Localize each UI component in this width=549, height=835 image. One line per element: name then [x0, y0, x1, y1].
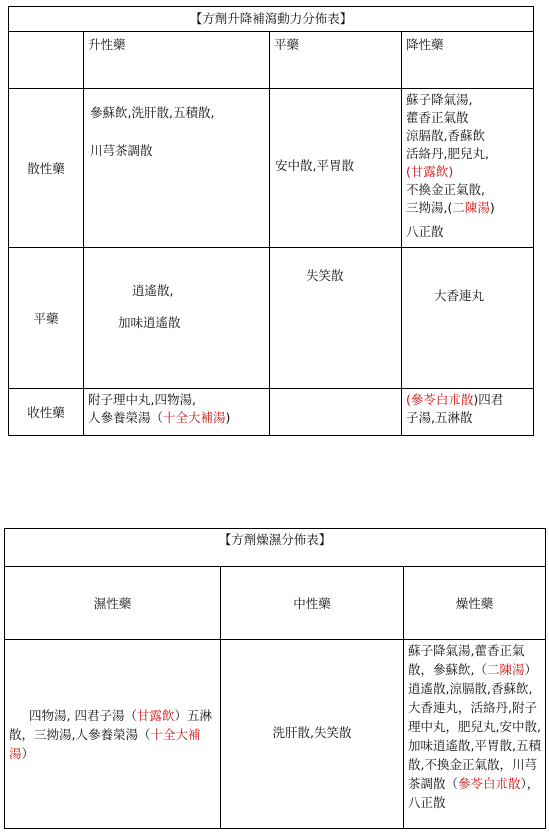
cell-text-line: [406, 391, 533, 409]
table1-header-cell: [84, 32, 270, 89]
table2-title: 【方劑燥濕分佈表】: [5, 529, 546, 567]
cell-text-red: 參苓白朮散: [458, 776, 521, 791]
cell-text: 人參養榮湯（: [88, 410, 164, 425]
cell-zao: [404, 640, 546, 829]
cell-text: ），八正散: [408, 776, 540, 810]
cell-text-red: 甘露飲: [136, 707, 175, 723]
row-label-san: 散性藥: [9, 89, 84, 248]
cell-text-red: (甘露飲): [406, 164, 454, 179]
cell-shou-jiang: [402, 389, 534, 436]
cell-text: ）逍遙散,涼膈散,香蘇飲,大香連丸，活絡丹,附子理中丸，肥兒丸,安中散,加味逍遙散,平胃散,五積散,不換金正氣散，川芎茶調散（: [408, 662, 541, 791]
cell-text-red: 二陳湯: [452, 200, 490, 215]
cell-text-line: [88, 409, 269, 427]
cell-text-red: (參苓白朮散: [406, 392, 474, 407]
row-label-ping: 平藥: [9, 248, 84, 389]
header-shi: 濕性藥: [5, 567, 221, 640]
cell-text: 參蘇飲,洗肝散,五積散,: [90, 105, 215, 120]
cell-text: 川芎茶調散: [90, 143, 153, 158]
cell-text: )四君: [473, 392, 504, 407]
zaoshi-table: [4, 528, 546, 829]
cell-text-red: 十全大補湯: [9, 726, 201, 761]
cell-text: 子湯,五淋散: [406, 410, 473, 425]
cell-shi: [5, 640, 221, 829]
header-ping: 平藥: [274, 37, 300, 52]
cell-text: 八正散: [406, 224, 444, 239]
cell-shou-sheng: [84, 389, 270, 436]
cell-text: ）五淋散，三拗湯,人參養榮湯（: [9, 707, 212, 742]
cell-text-line: [406, 199, 533, 217]
cell-shou-ping: [270, 389, 402, 436]
cell-san-sheng: [84, 89, 270, 248]
cell-text: 三拗湯,(: [406, 200, 453, 215]
cell-text: 失笑散: [306, 268, 344, 283]
cell-text: ): [489, 200, 495, 215]
header-sheng: 升性藥: [88, 37, 126, 52]
cell-ping-sheng: [84, 248, 270, 389]
cell-text: 不換金正氣散,: [406, 182, 485, 197]
table1-header-cell: [402, 32, 534, 89]
row-label-shou: 收性藥: [9, 389, 84, 436]
cell-text: 四物湯, 四君子湯（: [29, 707, 137, 723]
header-zhong: 中性藥: [221, 567, 404, 640]
cell-text: 附子理中丸,四物湯,: [88, 392, 196, 407]
cell-text-red: 二陳湯: [486, 662, 525, 677]
cell-ping-jiang: [402, 248, 534, 389]
cell-text: 藿香正氣散: [406, 110, 469, 125]
cell-text-red: 十全大補湯: [163, 410, 226, 425]
cell-text: 加味逍遙散: [118, 315, 181, 330]
cell-paragraph: [5, 706, 220, 763]
table1-corner-cell: [9, 32, 84, 89]
cell-text: 活絡丹,肥兒丸,: [406, 146, 489, 161]
table1-header-cell: [270, 32, 402, 89]
cell-text: ）: [21, 745, 35, 761]
cell-text: 大香連丸: [434, 288, 485, 303]
cell-text: 蘇子降氣湯,: [406, 92, 473, 107]
cell-text: ): [225, 410, 231, 425]
header-zao: 燥性藥: [404, 567, 546, 640]
header-jiang: 降性藥: [406, 37, 444, 52]
cell-text: 逍遙散,: [132, 283, 174, 298]
cell-san-jiang: [402, 89, 534, 248]
cell-paragraph: [404, 640, 545, 812]
cell-text: 安中散,平胃散: [275, 158, 354, 173]
cell-zhong: [221, 640, 404, 829]
cell-text: 涼膈散,香蘇飲: [406, 128, 485, 143]
cell-ping-ping: [270, 248, 402, 389]
cell-text: 洗肝散,失笑散: [272, 725, 352, 740]
shengjiang-table: [8, 6, 534, 436]
cell-san-ping: [270, 89, 402, 248]
cell-text: 蘇子降氣湯,藿香正氣散，參蘇飲,（: [408, 643, 525, 677]
table1-title: 【方劑升降補瀉動力分佈表】: [9, 7, 534, 32]
